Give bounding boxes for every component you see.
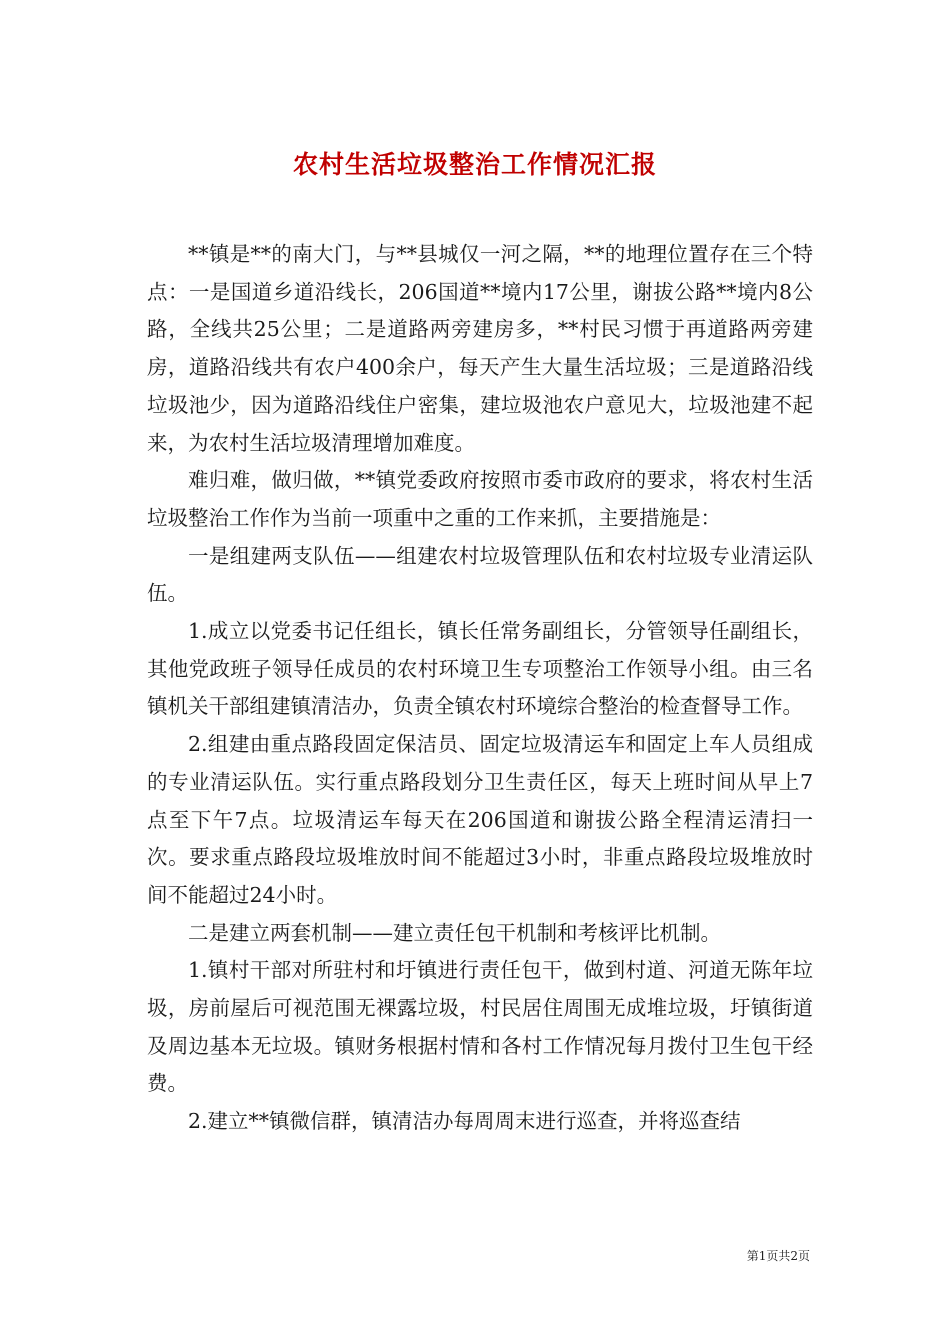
- paragraph-section-one: 一是组建两支队伍——组建农村垃圾管理队伍和农村垃圾专业清运队伍。: [147, 543, 813, 606]
- paragraph-intro: **镇是**的南大门，与**县城仅一河之隔，**的地理位置存在三个特点：一是国道乡道沿线长，206国道**境内17公里，谢拔公路**境内8公路，全线共25公里；二是道路两旁建房多，**村民习惯于再道路两旁建房，道路沿线共有农户400余户，每天产生大量生活垃圾；三是道路沿线垃圾池少，因为道路沿线住户密集，建垃圾池农户意见大，垃圾池建不起来，为农村生活垃圾清理增加难度。: [147, 242, 813, 455]
- paragraph-section-one-item-2: 2.组建由重点路段固定保洁员、固定垃圾清运车和固定上车人员组成的专业清运队伍。实行重点路段划分卫生责任区，每天上班时间从早上7点至下午7点。垃圾清运车每天在206国道和谢拔公路全程清运清扫一次。要求重点路段垃圾堆放时间不能超过3小时，非重点路段垃圾堆放时间不能超过24小时。: [147, 732, 813, 907]
- paragraph-measures-lead: 难归难，做归做，**镇党委政府按照市委市政府的要求，将农村生活垃圾整治工作作为当前一项重中之重的工作来抓，主要措施是：: [147, 468, 813, 530]
- document-body: [147, 236, 813, 1141]
- page-title: 农村生活垃圾整治工作情况汇报: [292, 149, 657, 179]
- paragraph-section-two: 二是建立两套机制——建立责任包干机制和考核评比机制。: [188, 920, 721, 945]
- paragraph-section-one-item-1: 1.成立以党委书记任组长，镇长任常务副组长，分管领导任副组长，其他党政班子领导任成员的农村环境卫生专项整治工作领导小组。由三名镇机关干部组建镇清洁办，负责全镇农村环境综合整治的检查督导工作。: [147, 619, 813, 719]
- page-number-footer: 第1页共2页: [746, 1249, 810, 1263]
- paragraph-section-two-item-1: 1.镇村干部对所驻村和圩镇进行责任包干，做到村道、河道无陈年垃圾，房前屋后可视范围无裸露垃圾，村民居住周围无成堆垃圾，圩镇街道及周边基本无垃圾。镇财务根据村情和各村工作情况每月拨付卫生包干经费。: [147, 958, 813, 1096]
- paragraph-section-two-item-2: 2.建立**镇微信群，镇清洁办每周周末进行巡查，并将巡查结: [188, 1109, 741, 1134]
